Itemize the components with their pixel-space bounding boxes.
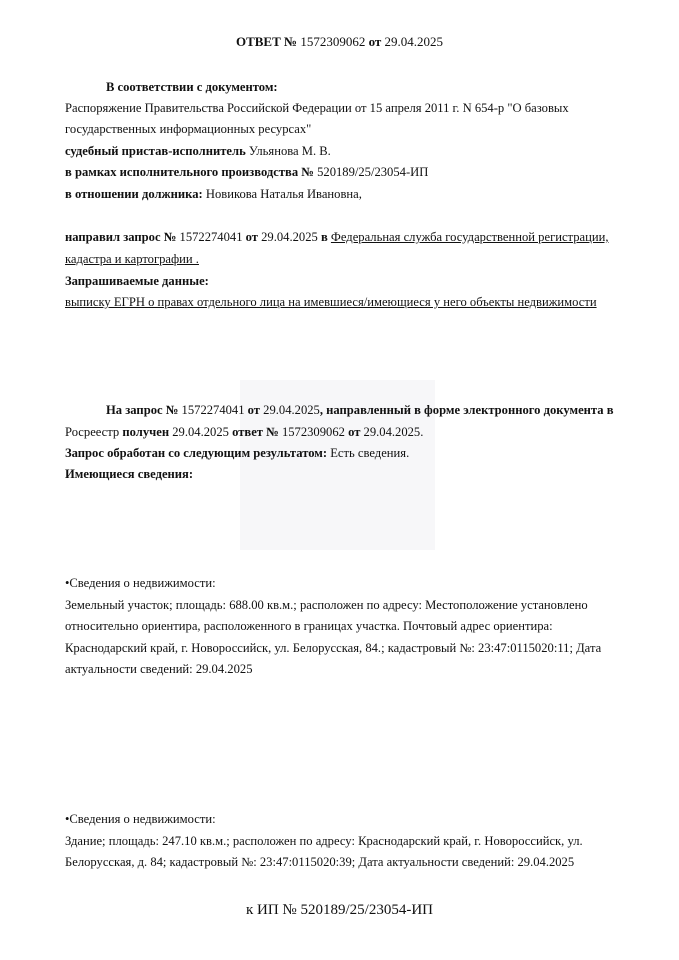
proceedings-line: в рамках исполнительного производства № 520189/25/23054-ИП: [65, 165, 429, 179]
property-1-heading: •Сведения о недвижимости:: [65, 576, 216, 590]
property-2-heading: •Сведения о недвижимости:: [65, 812, 216, 826]
basis-heading: В соответствии с документом:: [106, 80, 278, 94]
agency-name-line-1: Федеральная служба государственной регистрации,: [330, 230, 609, 244]
footer-reference: к ИП № 520189/25/23054-ИП: [245, 902, 433, 918]
debtor-line: в отношении должника: Новикова Наталья Ивановна,: [65, 187, 362, 201]
processed-result-line: Запрос обработан со следующим результатом: Есть сведения.: [65, 446, 410, 460]
response-line-1: На запрос № 1572274041 от 29.04.2025, направленный в форме электронного документа в: [106, 403, 614, 417]
property-1-line-3: Краснодарский край, г. Новороссийск, ул. Белорусская, 84.; кадастровый №: 23:47:0115020:11; Дата: [65, 641, 602, 655]
response-line-2: Росреестр получен 29.04.2025 ответ № 1572309062 от 29.04.2025.: [65, 425, 424, 439]
requested-data-value: выписку ЕГРН о правах отдельного лица на имевшиеся/имеющиеся у него объекты недвижимости: [65, 295, 597, 309]
property-2-line-1: Здание; площадь: 247.10 кв.м.; расположен по адресу: Краснодарский край, г. Новороссийск, ул.: [65, 834, 583, 848]
property-1-line-2: относительно ориентира, расположенного в границах участка. Почтовый адрес ориентира:: [65, 619, 553, 633]
property-2-line-2: Белорусская, д. 84; кадастровый №: 23:47:0115020:39; Дата актуальности сведений: 29.04.2025: [65, 855, 575, 869]
bailiff-line: судебный пристав-исполнитель Ульянова М. В.: [65, 144, 331, 158]
basis-document-line-2: государственных информационных ресурсах": [65, 122, 312, 136]
property-1-line-1: Земельный участок; площадь: 688.00 кв.м.; расположен по адресу: Местоположение установлено: [65, 598, 588, 612]
requested-data-label: Запрашиваемые данные:: [65, 274, 209, 288]
basis-document-line-1: Распоряжение Правительства Российской Федерации от 15 апреля 2011 г. N 654-р "О базовых: [65, 101, 569, 115]
answer-title: ОТВЕТ № 1572309062 от 29.04.2025: [235, 34, 444, 49]
available-info-label: Имеющиеся сведения:: [65, 467, 194, 481]
property-1-line-4: актуальности сведений: 29.04.2025: [65, 662, 253, 676]
agency-name-line-2: кадастра и картографии .: [65, 252, 199, 266]
request-sent-line: направил запрос № 1572274041 от 29.04.2025 в Федеральная служба государственной регистрации,: [65, 230, 609, 244]
